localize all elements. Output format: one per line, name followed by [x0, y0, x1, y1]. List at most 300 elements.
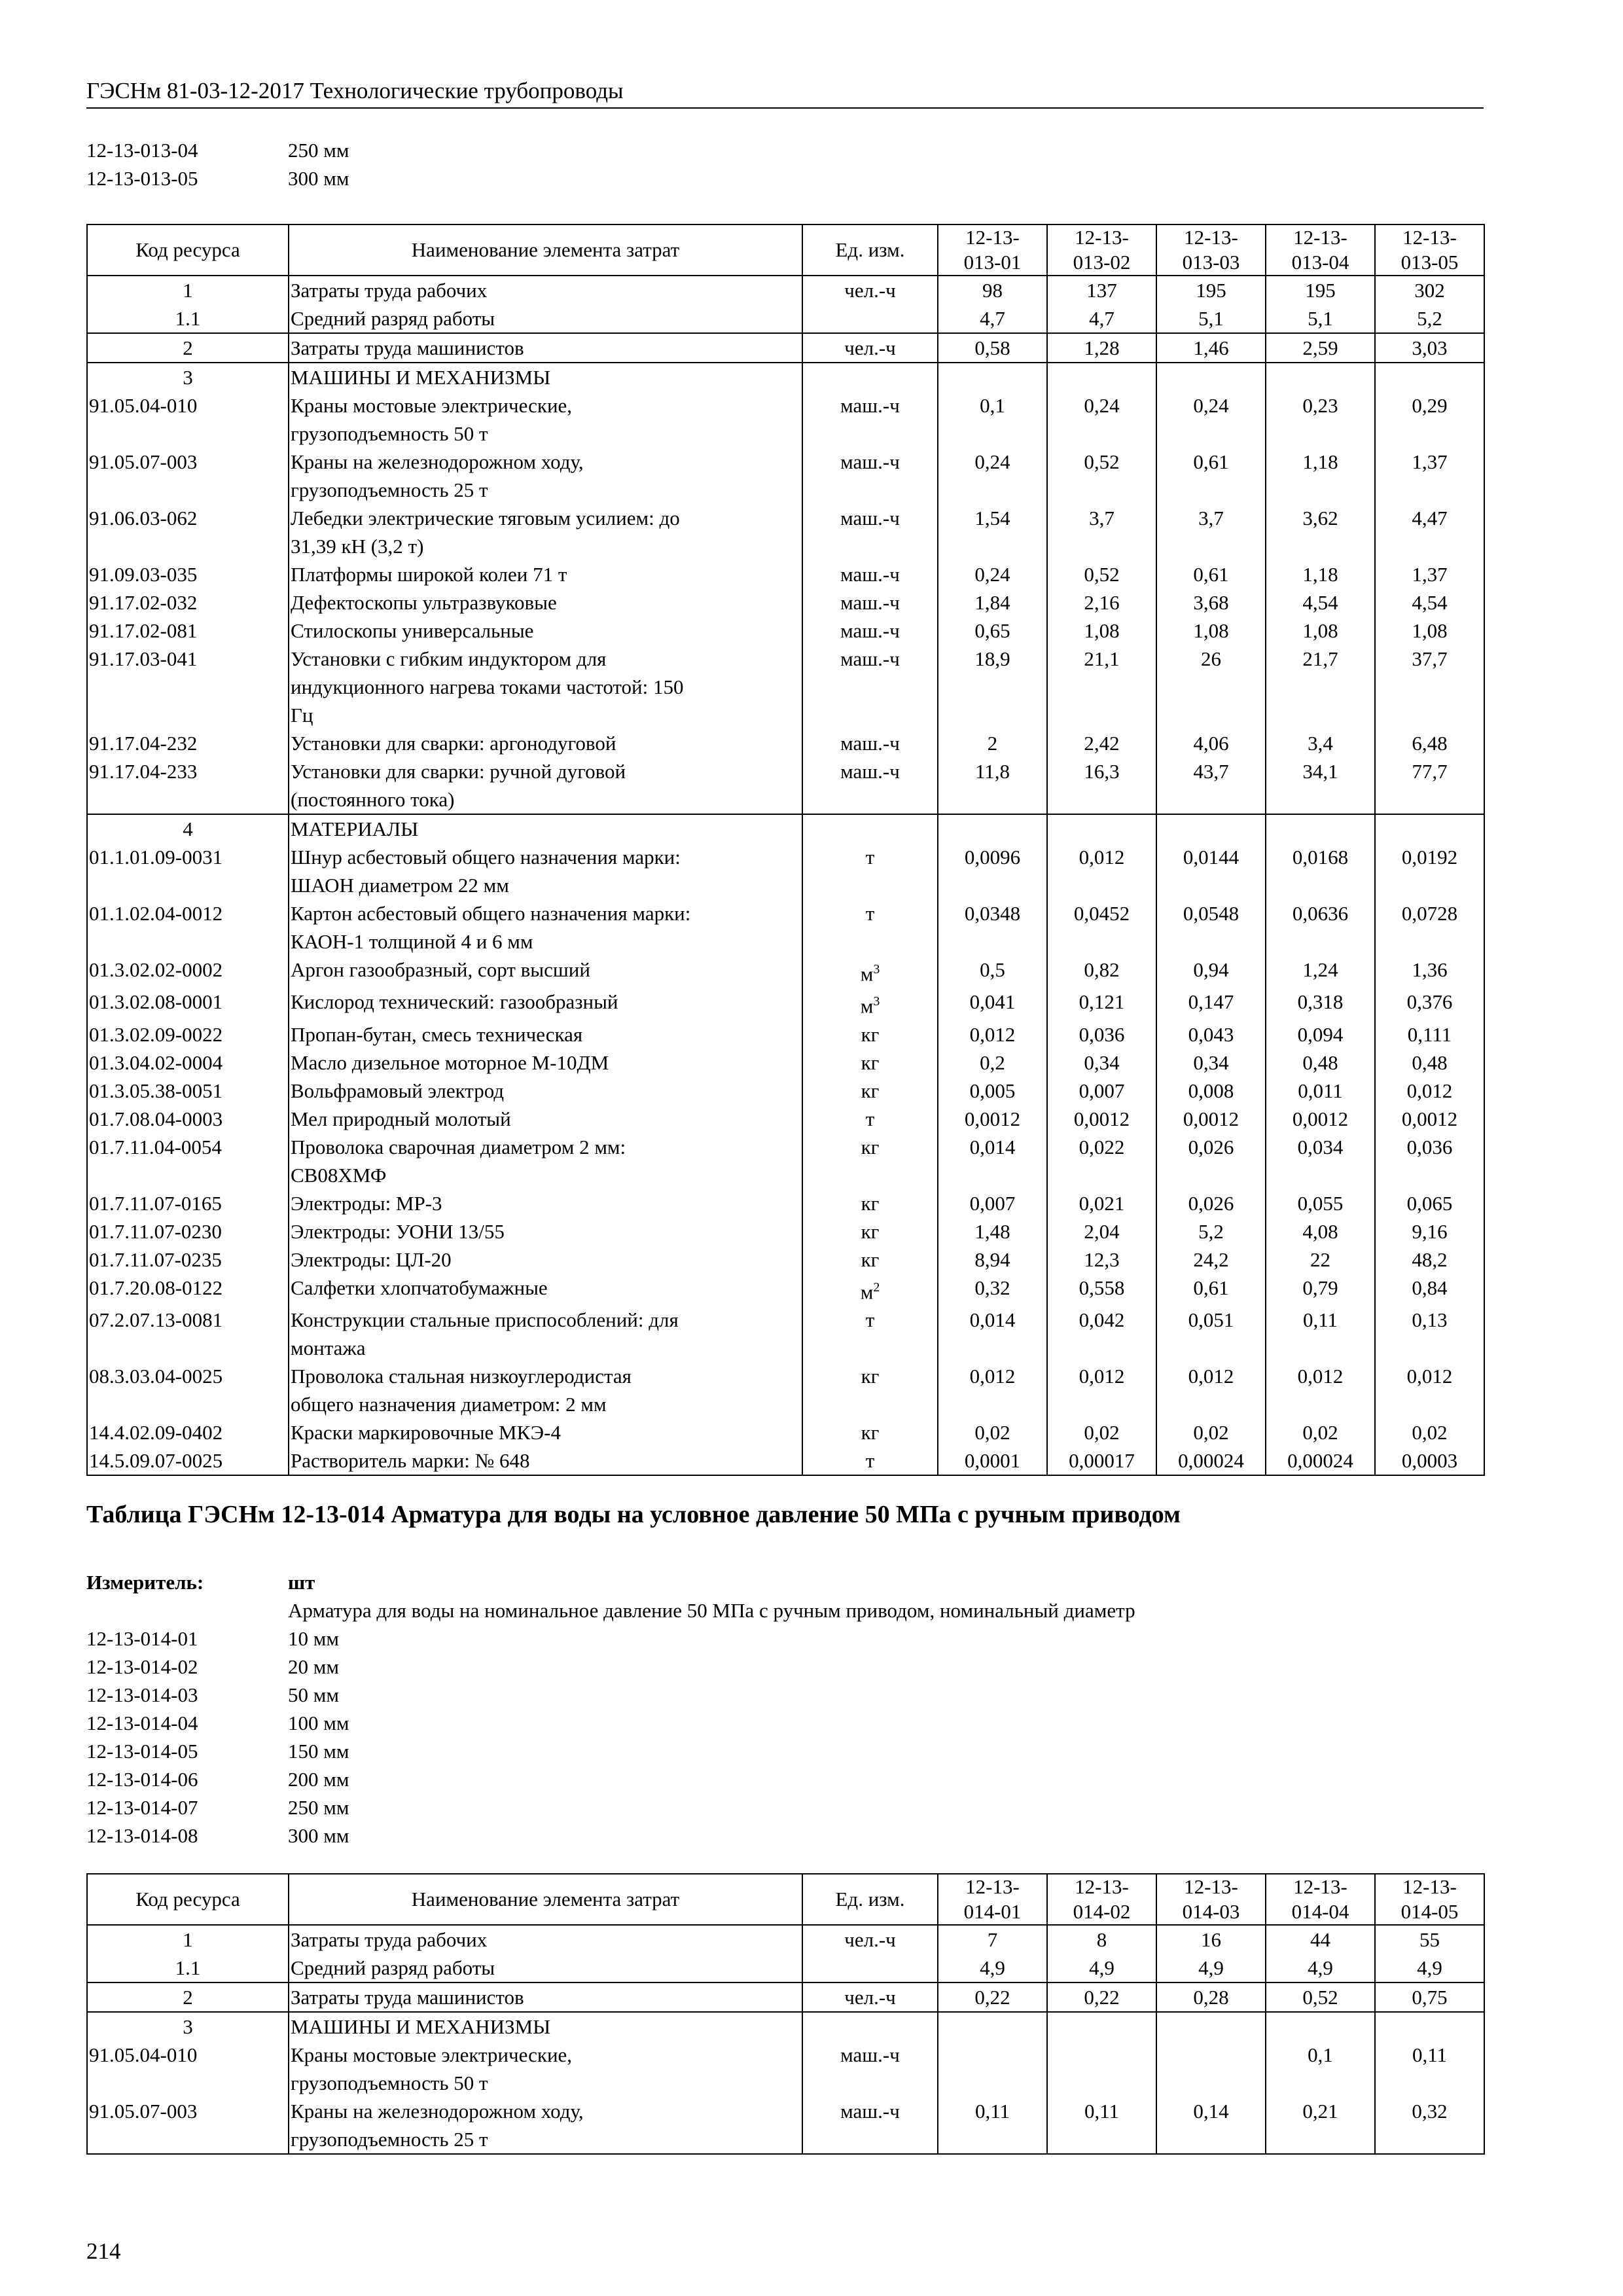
norm-value: 137: [1047, 276, 1156, 304]
meter-label: Измеритель:: [86, 1571, 204, 1594]
norm-value: 11,8: [938, 757, 1047, 814]
norm-value: 1,08: [1375, 617, 1484, 645]
norm-value: 0,32: [1375, 2097, 1484, 2154]
resource-code: 12-13-013-05: [86, 167, 198, 190]
table-row: [87, 617, 1484, 645]
unit: маш.-ч: [802, 2097, 938, 2154]
table-row: [87, 899, 1484, 956]
norm-value: 0,00017: [1047, 1446, 1156, 1475]
norm-value: 4,54: [1375, 588, 1484, 617]
norm-value: 0,0096: [938, 843, 1047, 899]
norm-value: 1,84: [938, 588, 1047, 617]
norm-value: [938, 363, 1047, 391]
norm-value: 0,02: [938, 1418, 1047, 1446]
norm-value: 0,111: [1375, 1020, 1484, 1049]
section-title: МАШИНЫ И МЕХАНИЗМЫ: [289, 2012, 802, 2041]
norm-value: 0,121: [1047, 988, 1156, 1020]
resource-code: 12-13-014-07: [86, 1796, 198, 1819]
unit: чел.-ч: [802, 1925, 938, 1954]
resource-name: Растворитель марки: № 648: [289, 1446, 802, 1475]
resource-name: Платформы широкой колеи 71 т: [289, 560, 802, 588]
header-norm-code: 12-13- 013-05: [1375, 224, 1484, 276]
unit: кг: [802, 1133, 938, 1189]
table-row: [87, 2097, 1484, 2154]
norm-value: 0,036: [1047, 1020, 1156, 1049]
unit: чел.-ч: [802, 333, 938, 363]
resource-name: Аргон газообразный, сорт высший: [289, 956, 802, 988]
unit: [802, 1954, 938, 1982]
code-list-item: [86, 164, 349, 192]
resource-code: 01.3.02.02-0002: [87, 956, 289, 988]
unit: маш.-ч: [802, 588, 938, 617]
table-row: [87, 588, 1484, 617]
table-row: [87, 391, 1484, 448]
norm-value: 0,34: [1047, 1049, 1156, 1077]
norm-value: 0,32: [938, 1274, 1047, 1306]
norm-value: 0,24: [938, 560, 1047, 588]
resource-code: 12-13-014-01: [86, 1627, 198, 1650]
header-norm-code: 12-13- 014-04: [1266, 1874, 1375, 1925]
norm-value: 1,18: [1266, 448, 1375, 504]
resource-name: Лебедки электрические тяговым усилием: до 31,39 кН (3,2 т): [289, 504, 802, 560]
norm-value: 0,147: [1156, 988, 1266, 1020]
norm-value: 0,94: [1156, 956, 1266, 988]
resource-name: Установки для сварки: аргонодуговой: [289, 729, 802, 757]
norm-value: 5,2: [1156, 1217, 1266, 1246]
resource-code: 91.05.04-010: [87, 2041, 289, 2097]
norm-value: 0,84: [1375, 1274, 1484, 1306]
norm-value: 2: [938, 729, 1047, 757]
norm-value: 0,026: [1156, 1133, 1266, 1189]
table-row: [87, 1306, 1484, 1362]
table-row: [87, 1020, 1484, 1049]
unit: кг: [802, 1020, 938, 1049]
norm-value: 2,04: [1047, 1217, 1156, 1246]
resource-code: 91.17.02-032: [87, 588, 289, 617]
resource-code: 1.1: [87, 304, 289, 333]
unit: т: [802, 843, 938, 899]
table-row: [87, 1418, 1484, 1446]
resource-code: 1: [87, 1925, 289, 1954]
unit: чел.-ч: [802, 1982, 938, 2012]
code-list-item: [86, 1737, 1135, 1765]
resource-code: 01.3.02.09-0022: [87, 1020, 289, 1049]
table-row: [87, 1982, 1484, 2012]
resource-name: Салфетки хлопчатобумажные: [289, 1274, 802, 1306]
code-list-item: [86, 1709, 1135, 1737]
norm-value: 195: [1156, 276, 1266, 304]
code-list-item: [86, 1681, 1135, 1709]
norm-value: 16,3: [1047, 757, 1156, 814]
norm-value: 0,0012: [1266, 1105, 1375, 1133]
resource-code: 12-13-014-03: [86, 1683, 198, 1706]
section-row: [87, 2012, 1484, 2041]
table-row: [87, 843, 1484, 899]
unit: $м^2$: [802, 1274, 938, 1306]
unit: кг: [802, 1362, 938, 1418]
norm-value: 0,61: [1156, 560, 1266, 588]
norm-value: 4,9: [1047, 1954, 1156, 1982]
header-code: Код ресурса: [87, 224, 289, 276]
code-value: 10 мм: [288, 1627, 339, 1650]
norm-value: 1,37: [1375, 560, 1484, 588]
resource-name: Средний разряд работы: [289, 1954, 802, 1982]
table-row: [87, 1189, 1484, 1217]
norm-value: 0,1: [938, 391, 1047, 448]
norm-value: 0,012: [1047, 1362, 1156, 1418]
norm-value: 48,2: [1375, 1246, 1484, 1274]
norm-value: [1375, 363, 1484, 391]
code-value: 250 мм: [288, 139, 349, 162]
unit-exponent: 3: [873, 994, 880, 1009]
header-norm-code: 12-13- 014-02: [1047, 1874, 1156, 1925]
unit: [802, 363, 938, 391]
norm-value: 0,24: [938, 448, 1047, 504]
unit: маш.-ч: [802, 617, 938, 645]
norm-value: 0,042: [1047, 1306, 1156, 1362]
code-value: 20 мм: [288, 1655, 339, 1678]
norm-value: 0,2: [938, 1049, 1047, 1077]
resource-code: 1: [87, 276, 289, 304]
norm-value: 0,79: [1266, 1274, 1375, 1306]
norm-value: 0,005: [938, 1077, 1047, 1105]
norm-value: 18,9: [938, 645, 1047, 729]
resource-code: 01.7.11.04-0054: [87, 1133, 289, 1189]
norm-value: 0,02: [1047, 1418, 1156, 1446]
unit: т: [802, 899, 938, 956]
norm-value: 0,65: [938, 617, 1047, 645]
resource-name: Затраты труда рабочих: [289, 276, 802, 304]
running-header: ГЭСНм 81-03-12-2017 Технологические трубопроводы: [86, 77, 1484, 109]
norm-value: 0,1: [1266, 2041, 1375, 2097]
unit: $м^3$: [802, 988, 938, 1020]
header-norm-code: 12-13- 014-03: [1156, 1874, 1266, 1925]
table-row: [87, 1246, 1484, 1274]
norm-value: 0,0012: [938, 1105, 1047, 1133]
resource-code: 12-13-014-06: [86, 1768, 198, 1791]
norm-value: 24,2: [1156, 1246, 1266, 1274]
norm-value: 9,16: [1375, 1217, 1484, 1246]
resource-name: Масло дизельное моторное М-10ДМ: [289, 1049, 802, 1077]
norm-value: 4,08: [1266, 1217, 1375, 1246]
norm-value: 6,48: [1375, 729, 1484, 757]
norm-value: 0,0728: [1375, 899, 1484, 956]
resource-code: 01.3.05.38-0051: [87, 1077, 289, 1105]
norm-value: 0,23: [1266, 391, 1375, 448]
unit: маш.-ч: [802, 391, 938, 448]
norm-value: 0,094: [1266, 1020, 1375, 1049]
norm-value: 0,48: [1266, 1049, 1375, 1077]
table-row: [87, 560, 1484, 588]
norm-value: 0,012: [1375, 1077, 1484, 1105]
norm-value: 4,9: [1375, 1954, 1484, 1982]
norm-value: 0,008: [1156, 1077, 1266, 1105]
norm-value: 0,012: [1266, 1362, 1375, 1418]
code-list-top: [86, 136, 349, 192]
norm-value: 4,9: [938, 1954, 1047, 1982]
norm-value: 16: [1156, 1925, 1266, 1954]
code-list-item: [86, 1765, 1135, 1793]
table-row: [87, 1049, 1484, 1077]
resource-name: Электроды: МР-3: [289, 1189, 802, 1217]
norm-value: 1,28: [1047, 333, 1156, 363]
norm-value: 0,0348: [938, 899, 1047, 956]
resource-code: 01.7.11.07-0235: [87, 1246, 289, 1274]
norm-value: 0,376: [1375, 988, 1484, 1020]
norm-value: 8: [1047, 1925, 1156, 1954]
unit: $м^3$: [802, 956, 938, 988]
norm-value: 1,46: [1156, 333, 1266, 363]
section-row: [87, 363, 1484, 391]
norm-value: 21,7: [1266, 645, 1375, 729]
norm-value: 0,11: [1375, 2041, 1484, 2097]
norm-value: 0,48: [1375, 1049, 1484, 1077]
resource-name: Краны на железнодорожном ходу, грузоподъемность 25 т: [289, 2097, 802, 2154]
unit: чел.-ч: [802, 276, 938, 304]
norm-value: [1047, 814, 1156, 843]
code-list-item: [86, 1624, 1135, 1653]
norm-value: 1,54: [938, 504, 1047, 560]
norm-value: 1,08: [1266, 617, 1375, 645]
norm-value: 26: [1156, 645, 1266, 729]
norm-value: 22: [1266, 1246, 1375, 1274]
norm-value: 4,06: [1156, 729, 1266, 757]
resource-name: Картон асбестовый общего назначения марки: КАОН-1 толщиной 4 и 6 мм: [289, 899, 802, 956]
resource-code: 2: [87, 1982, 289, 2012]
table-row: [87, 729, 1484, 757]
code-list-item: [86, 1793, 1135, 1821]
meter-block: [86, 1568, 1135, 1850]
code-value: 50 мм: [288, 1683, 339, 1706]
resource-code: 91.17.04-232: [87, 729, 289, 757]
norm-value: 0,318: [1266, 988, 1375, 1020]
resource-name: Проволока сварочная диаметром 2 мм: СВ08ХМФ: [289, 1133, 802, 1189]
table-row: [87, 956, 1484, 988]
code-value: 300 мм: [288, 1824, 349, 1847]
unit: т: [802, 1306, 938, 1362]
table-row: [87, 448, 1484, 504]
unit: [802, 304, 938, 333]
norm-value: 2,16: [1047, 588, 1156, 617]
norm-value: 0,0012: [1156, 1105, 1266, 1133]
table-row: [87, 645, 1484, 729]
norm-value: 0,22: [938, 1982, 1047, 2012]
norm-value: 0,0001: [938, 1446, 1047, 1475]
code-list-item: [86, 136, 349, 164]
resource-code: 14.4.02.09-0402: [87, 1418, 289, 1446]
norm-value: 1,24: [1266, 956, 1375, 988]
resource-name: Шнур асбестовый общего назначения марки: ШАОН диаметром 22 мм: [289, 843, 802, 899]
resource-code: 12-13-014-05: [86, 1740, 198, 1763]
norm-value: 0,007: [938, 1189, 1047, 1217]
resource-code: 91.05.07-003: [87, 448, 289, 504]
section-row: [87, 814, 1484, 843]
norm-value: 0,012: [1156, 1362, 1266, 1418]
unit: [802, 814, 938, 843]
norm-value: 0,22: [1047, 1982, 1156, 2012]
norm-value: 0,02: [1375, 1418, 1484, 1446]
unit-exponent: 2: [873, 1280, 880, 1295]
norm-value: 0,52: [1047, 560, 1156, 588]
norm-value: 0,24: [1047, 391, 1156, 448]
resource-name: Кислород технический: газообразный: [289, 988, 802, 1020]
header-norm-code: 12-13- 014-01: [938, 1874, 1047, 1925]
table-row: [87, 1217, 1484, 1246]
table-title: Таблица ГЭСНм 12-13-014 Арматура для воды на условное давление 50 МПа с ручным приводом: [86, 1501, 1181, 1528]
resource-code: 91.05.04-010: [87, 391, 289, 448]
table-row: [87, 2041, 1484, 2097]
norm-table-12-13-014: [86, 1873, 1485, 2155]
resource-name: Пропан-бутан, смесь техническая: [289, 1020, 802, 1049]
table-row: [87, 1133, 1484, 1189]
code-list-meter: [86, 1624, 1135, 1850]
table-row: [87, 1077, 1484, 1105]
header-unit: Ед. изм.: [802, 1874, 938, 1925]
table-row: [87, 276, 1484, 304]
norm-value: 0,0003: [1375, 1446, 1484, 1475]
table-row: [87, 1105, 1484, 1133]
resource-name: Затраты труда машинистов: [289, 333, 802, 363]
unit: маш.-ч: [802, 560, 938, 588]
resource-code: 12-13-014-04: [86, 1712, 198, 1734]
norm-value: 98: [938, 276, 1047, 304]
norm-value: 0,014: [938, 1306, 1047, 1362]
norm-value: [1156, 2041, 1266, 2097]
resource-code: 01.3.02.08-0001: [87, 988, 289, 1020]
resource-code: 3: [87, 2012, 289, 2041]
resource-name: Краны мостовые электрические, грузоподъемность 50 т: [289, 391, 802, 448]
norm-value: 8,94: [938, 1246, 1047, 1274]
norm-value: [1156, 814, 1266, 843]
resource-name: Конструкции стальные приспособлений: для монтажа: [289, 1306, 802, 1362]
resource-name: Дефектоскопы ультразвуковые: [289, 588, 802, 617]
norm-value: 2,42: [1047, 729, 1156, 757]
norm-value: [1266, 814, 1375, 843]
norm-value: 0,61: [1156, 448, 1266, 504]
norm-value: 0,21: [1266, 2097, 1375, 2154]
header-norm-code: 12-13- 014-05: [1375, 1874, 1484, 1925]
table-row: [87, 988, 1484, 1020]
resource-name: Установки для сварки: ручной дуговой (постоянного тока): [289, 757, 802, 814]
norm-value: 0,0012: [1375, 1105, 1484, 1133]
table-row: [87, 1274, 1484, 1306]
norm-value: [1266, 363, 1375, 391]
unit: маш.-ч: [802, 448, 938, 504]
norm-value: 1,18: [1266, 560, 1375, 588]
norm-value: 0,75: [1375, 1982, 1484, 2012]
norm-value: 0,11: [1266, 1306, 1375, 1362]
norm-value: 0,041: [938, 988, 1047, 1020]
header-norm-code: 12-13- 013-01: [938, 224, 1047, 276]
norm-value: 34,1: [1266, 757, 1375, 814]
header-name: Наименование элемента затрат: [289, 224, 802, 276]
norm-value: 0,0636: [1266, 899, 1375, 956]
norm-value: 5,1: [1266, 304, 1375, 333]
norm-value: 4,54: [1266, 588, 1375, 617]
norm-value: [1156, 2012, 1266, 2041]
norm-value: 0,558: [1047, 1274, 1156, 1306]
unit: т: [802, 1446, 938, 1475]
code-value: 200 мм: [288, 1768, 349, 1791]
code-list-item: [86, 1653, 1135, 1681]
norm-value: 0,13: [1375, 1306, 1484, 1362]
resource-code: 3: [87, 363, 289, 391]
norm-value: 0,52: [1266, 1982, 1375, 2012]
norm-value: 0,02: [1156, 1418, 1266, 1446]
norm-value: 1,48: [938, 1217, 1047, 1246]
norm-table-12-13-013: [86, 224, 1485, 1476]
unit: кг: [802, 1217, 938, 1246]
table-row: [87, 304, 1484, 333]
norm-value: 0,021: [1047, 1189, 1156, 1217]
norm-value: 0,0548: [1156, 899, 1266, 956]
norm-value: 21,1: [1047, 645, 1156, 729]
norm-value: 0,026: [1156, 1189, 1266, 1217]
norm-value: 0,24: [1156, 391, 1266, 448]
norm-value: [938, 2012, 1047, 2041]
norm-value: 302: [1375, 276, 1484, 304]
norm-value: 0,00024: [1266, 1446, 1375, 1475]
code-value: 250 мм: [288, 1796, 349, 1819]
resource-name: Затраты труда машинистов: [289, 1982, 802, 2012]
norm-value: 1,08: [1156, 617, 1266, 645]
norm-value: 0,012: [938, 1362, 1047, 1418]
norm-value: 0,28: [1156, 1982, 1266, 2012]
norm-value: 5,1: [1156, 304, 1266, 333]
unit-exponent: 3: [873, 962, 880, 977]
resource-code: 4: [87, 814, 289, 843]
table-row: [87, 1446, 1484, 1475]
norm-value: 3,03: [1375, 333, 1484, 363]
unit: кг: [802, 1418, 938, 1446]
norm-value: 4,7: [938, 304, 1047, 333]
section-title: МАШИНЫ И МЕХАНИЗМЫ: [289, 363, 802, 391]
unit: маш.-ч: [802, 2041, 938, 2097]
code-value: 150 мм: [288, 1740, 349, 1763]
norm-value: 0,61: [1156, 1274, 1266, 1306]
norm-value: [1375, 2012, 1484, 2041]
norm-value: 4,9: [1266, 1954, 1375, 1982]
resource-code: 91.06.03-062: [87, 504, 289, 560]
norm-value: 0,012: [1047, 843, 1156, 899]
norm-value: 12,3: [1047, 1246, 1156, 1274]
meter-unit: шт: [288, 1571, 315, 1594]
unit: [802, 2012, 938, 2041]
norm-value: [1047, 2041, 1156, 2097]
resource-name: Мел природный молотый: [289, 1105, 802, 1133]
header-name: Наименование элемента затрат: [289, 1874, 802, 1925]
meter-line: [86, 1568, 1135, 1596]
norm-value: 0,051: [1156, 1306, 1266, 1362]
resource-code: 08.3.03.04-0025: [87, 1362, 289, 1418]
resource-name: Вольфрамовый электрод: [289, 1077, 802, 1105]
resource-name: Краски маркировочные МКЭ-4: [289, 1418, 802, 1446]
norm-value: 1,36: [1375, 956, 1484, 988]
norm-value: 0,012: [938, 1020, 1047, 1049]
resource-code: 91.05.07-003: [87, 2097, 289, 2154]
code-value: 300 мм: [288, 167, 349, 190]
unit: кг: [802, 1049, 938, 1077]
norm-value: 0,0452: [1047, 899, 1156, 956]
norm-value: 43,7: [1156, 757, 1266, 814]
norm-value: 0,02: [1266, 1418, 1375, 1446]
norm-value: 0,0168: [1266, 843, 1375, 899]
unit: кг: [802, 1246, 938, 1274]
norm-value: 0,022: [1047, 1133, 1156, 1189]
table-row: [87, 333, 1484, 363]
norm-value: [1047, 2012, 1156, 2041]
resource-code: 01.7.20.08-0122: [87, 1274, 289, 1306]
